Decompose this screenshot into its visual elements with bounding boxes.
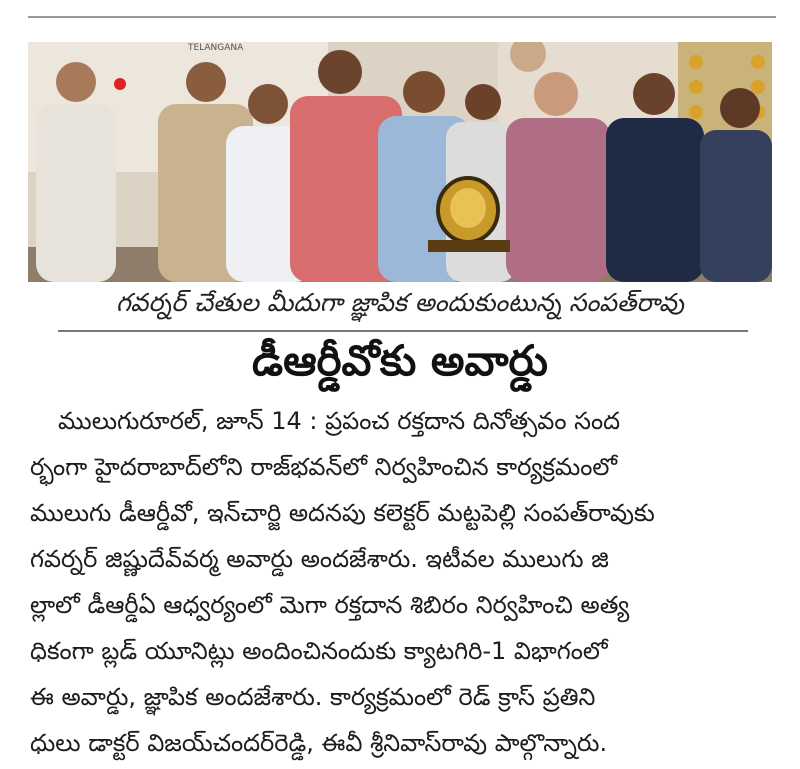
article-line: ములుగురూరల్, జూన్ 14 : ప్రపంచ రక్తదాన దినోత్సవం సంద xyxy=(58,407,621,435)
article-line: గవర్నర్ జిష్ణుదేవ్‌వర్మ అవార్డు అందజేశారు. ఇటీవల ములుగు జి xyxy=(30,545,609,573)
article-line: ధికంగా బ్లడ్ యూనిట్లు అందించినందుకు క్యాటగిరి-1 విభాగంలో xyxy=(30,637,608,665)
article-line: ములుగు డీఆర్డీవో, ఇన్‌చార్జి అదనపు కలెక్టర్ మట్టపెల్లి సంపత్‌రావుకు xyxy=(30,499,655,527)
headline: డీఆర్డీవోకు అవార్డు xyxy=(252,336,548,385)
top-divider xyxy=(28,16,776,18)
article-line: ఈ అవార్డు, జ్ఞాపిక అందజేశారు. కార్యక్రమంలో రెడ్ క్రాస్ ప్రతిని xyxy=(30,683,596,711)
article-line: ల్లాలో డీఆర్డీఏ ఆధ్వర్యంలో మెగా రక్తదాన శిబిరం నిర్వహించి అత్య xyxy=(30,591,630,619)
caption-divider xyxy=(58,330,748,332)
article-line: ధులు డాక్టర్ విజయ్‌చందర్‌రెడ్డి, ఈవీ శ్రీనివాస్‌రావు పాల్గొన్నారు. xyxy=(30,729,608,757)
article-line: ర్భంగా హైదరాబాద్‌లోని రాజ్‌భవన్‌లో నిర్వహించిన కార్యక్రమంలో xyxy=(30,453,618,481)
article-body xyxy=(30,398,775,766)
banner-text: TELANGANA xyxy=(188,43,244,53)
photo-caption: గవర్నర్ చేతుల మీదుగా జ్ఞాపిక అందుకుంటున్న సంపత్‌రావు xyxy=(115,288,684,317)
news-photo xyxy=(28,42,772,282)
